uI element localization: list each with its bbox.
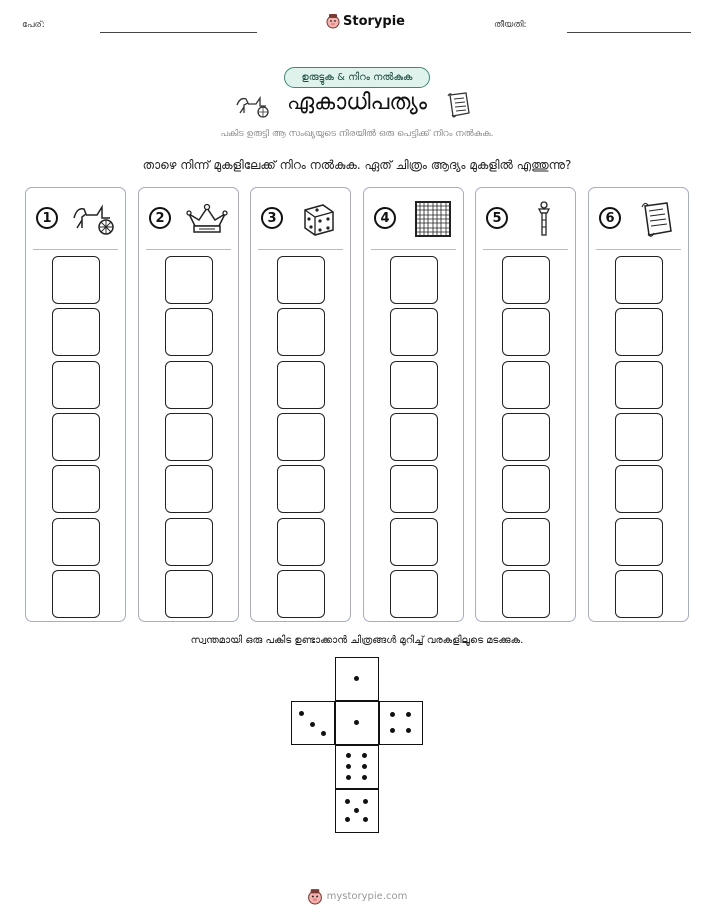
- brand-logo: [326, 13, 405, 29]
- color-box[interactable]: [277, 570, 325, 618]
- page-title: ഏകാധിപത്യം: [287, 90, 427, 115]
- column-4: [363, 187, 464, 622]
- die-pip: [354, 720, 359, 725]
- scepter-icon: [520, 200, 568, 238]
- color-box[interactable]: [52, 518, 100, 566]
- column-number: 4: [374, 207, 396, 229]
- color-box[interactable]: [165, 256, 213, 304]
- instructions-text: പകിട ഉരുട്ടി ആ സംഖ്യയുടെ നിരയിൽ ഒരു പെട്ടിക്ക് നിറം നൽകുക.: [220, 129, 494, 139]
- column-divider: [371, 249, 456, 250]
- die-pip: [299, 711, 304, 716]
- color-box[interactable]: [390, 518, 438, 566]
- color-box[interactable]: [502, 308, 550, 356]
- column-3: [250, 187, 351, 622]
- die-pip: [363, 817, 368, 822]
- color-box[interactable]: [615, 308, 663, 356]
- column-number: 2: [149, 207, 171, 229]
- crown-icon: [183, 200, 231, 238]
- color-box[interactable]: [502, 361, 550, 409]
- die-pip: [362, 764, 367, 769]
- die-face-4: [379, 701, 423, 745]
- color-box[interactable]: [615, 413, 663, 461]
- column-divider: [33, 249, 118, 250]
- color-box[interactable]: [390, 465, 438, 513]
- die-pip: [345, 817, 350, 822]
- die-pip: [406, 728, 411, 733]
- name-label: പേര്:: [22, 20, 45, 30]
- die-face-1: [335, 657, 379, 701]
- color-box[interactable]: [390, 256, 438, 304]
- color-box[interactable]: [615, 465, 663, 513]
- color-box[interactable]: [165, 308, 213, 356]
- color-box[interactable]: [502, 518, 550, 566]
- column-number: 6: [599, 207, 621, 229]
- color-box[interactable]: [502, 465, 550, 513]
- column-number: 3: [261, 207, 283, 229]
- die-pip: [310, 722, 315, 727]
- color-box[interactable]: [390, 361, 438, 409]
- color-box[interactable]: [52, 570, 100, 618]
- color-box[interactable]: [615, 361, 663, 409]
- column-6: [588, 187, 689, 622]
- color-box[interactable]: [615, 570, 663, 618]
- column-divider: [483, 249, 568, 250]
- die-pip: [345, 799, 350, 804]
- footer-url[interactable]: mystorypie.com: [326, 891, 408, 902]
- color-box[interactable]: [277, 256, 325, 304]
- color-box[interactable]: [277, 361, 325, 409]
- color-box[interactable]: [502, 570, 550, 618]
- column-number: 5: [486, 207, 508, 229]
- color-box[interactable]: [52, 465, 100, 513]
- activity-pill: ഉരുട്ടുക & നിറം നൽകുക: [284, 67, 430, 88]
- color-box[interactable]: [277, 413, 325, 461]
- column-divider: [146, 249, 231, 250]
- scroll-title-icon: [444, 91, 474, 119]
- die-pip: [354, 676, 359, 681]
- name-field[interactable]: [100, 32, 257, 33]
- color-box[interactable]: [165, 361, 213, 409]
- color-box[interactable]: [52, 308, 100, 356]
- column-divider: [258, 249, 343, 250]
- color-box[interactable]: [390, 413, 438, 461]
- grid-icon: [408, 200, 456, 238]
- die-face-1: [335, 701, 379, 745]
- pig-mascot-icon: [307, 888, 323, 905]
- die-pip: [362, 775, 367, 780]
- die-pip: [390, 712, 395, 717]
- die-pip: [406, 712, 411, 717]
- die-face-6: [335, 745, 379, 789]
- question-text: താഴെ നിന്ന് മുകളിലേക്ക് നിറം നൽകുക. ഏത് ചിത്രം ആദ്യം മുകളിൽ എത്തുന്നു?: [142, 158, 572, 172]
- chariot-icon: [70, 200, 118, 238]
- color-box[interactable]: [502, 256, 550, 304]
- color-box[interactable]: [615, 518, 663, 566]
- die-pip: [362, 753, 367, 758]
- color-box[interactable]: [165, 465, 213, 513]
- color-box[interactable]: [277, 518, 325, 566]
- die-pip: [363, 799, 368, 804]
- color-box[interactable]: [277, 308, 325, 356]
- color-box[interactable]: [390, 570, 438, 618]
- column-divider: [596, 249, 681, 250]
- column-1: [25, 187, 126, 622]
- color-box[interactable]: [165, 570, 213, 618]
- column-5: [475, 187, 576, 622]
- color-box[interactable]: [52, 256, 100, 304]
- color-box[interactable]: [390, 308, 438, 356]
- footer: [0, 888, 714, 905]
- die-icon: [295, 200, 343, 238]
- die-face-3: [291, 701, 335, 745]
- pig-mascot-icon: [326, 13, 340, 29]
- color-box[interactable]: [615, 256, 663, 304]
- color-box[interactable]: [277, 465, 325, 513]
- color-box[interactable]: [165, 413, 213, 461]
- die-pip: [346, 775, 351, 780]
- column-2: [138, 187, 239, 622]
- die-pip: [390, 728, 395, 733]
- column-number: 1: [36, 207, 58, 229]
- scroll-icon: [633, 200, 681, 238]
- color-box[interactable]: [52, 413, 100, 461]
- die-pip: [346, 764, 351, 769]
- color-box[interactable]: [502, 413, 550, 461]
- die-pip: [354, 808, 359, 813]
- brand-name: Storypie: [343, 13, 405, 29]
- die-face-5: [335, 789, 379, 833]
- die-pip: [321, 731, 326, 736]
- date-label: തീയതി:: [494, 20, 527, 30]
- date-field[interactable]: [567, 32, 691, 33]
- die-pip: [346, 753, 351, 758]
- die-cutout-note: സ്വന്തമായി ഒരു പകിട ഉണ്ടാക്കാൻ ചിത്രങ്ങൾ മുറിച്ച് വരകളിലൂടെ മടക്കുക.: [190, 635, 524, 646]
- color-box[interactable]: [52, 361, 100, 409]
- color-box[interactable]: [165, 518, 213, 566]
